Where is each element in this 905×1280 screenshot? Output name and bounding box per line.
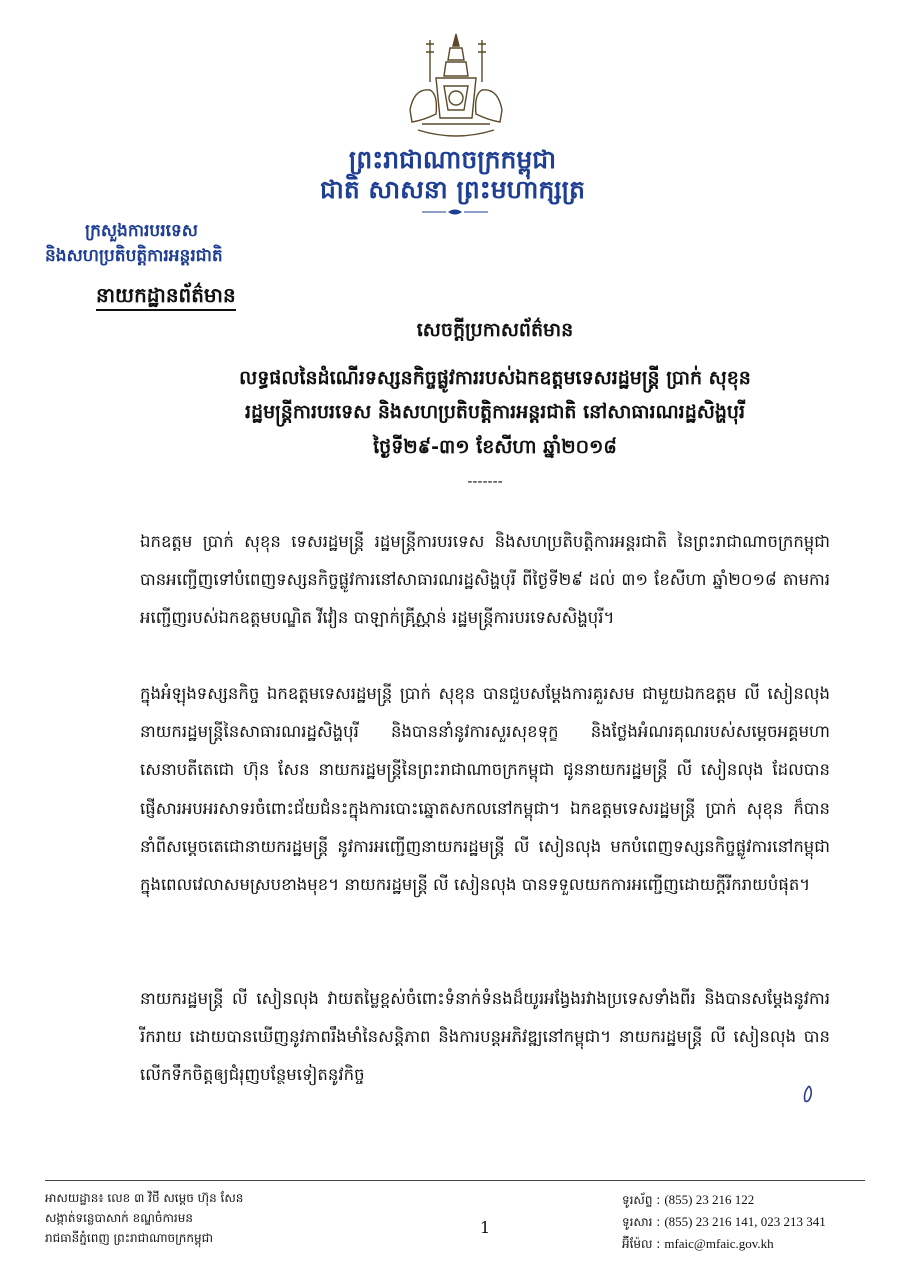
footer-address-line1: អាសយដ្ឋាន៖ លេខ ៣ វិថី សម្តេច ហ៊ុន សែន bbox=[45, 1191, 244, 1205]
paragraph-text: ក្នុងអំឡុងទស្សនកិច្ច ឯកឧត្តមទេសរដ្ឋមន្ត្រី ប្រាក់ សុខុន បានជួបសម្តែងការគួរសម ជាមួយឯកឧត្តម លី សៀនលុង នាយករដ្ឋមន្ត្រីនៃសាធារណរដ្ឋសិង្ហបុរី និងបាននាំនូវការសួរសុខទុក្ខ និងថ្លែងអំណរគុណរបស់សម្តេចអគ្គមហាសេនាបតីតេជោ ហ៊ុន សែន នាយករដ្ឋមន្ត្រីនៃព្រះរាជាណាចក្រកម្ពុជា ជូននាយករដ្ឋមន្ត្រី លី សៀនលុង ដែលបានផ្ញើសារអបអរសាទរចំពោះជ័យជំនះក្នុងការបោះឆ្នោតសកលនៅកម្ពុជា។ ឯកឧត្តមទេសរដ្ឋមន្ត្រី ប្រាក់ សុខុន ក៏បាននាំពីសម្តេចតេជោនាយករដ្ឋមន្ត្រី នូវការអញ្ជើញនាយករដ្ឋមន្ត្រី លី សៀនលុង មកបំពេញទស្សនកិច្ចផ្លូវការនៅកម្ពុជាក្នុងពេលវេលាសមស្របខាងមុខ។ នាយករដ្ឋមន្ត្រី លី សៀនលុង បានទទួលយកការអញ្ជើញដោយក្តីរីករាយបំផុត។ bbox=[140, 684, 830, 895]
ministry-name-line2: និងសហប្រតិបត្តិការអន្តរជាតិ bbox=[45, 246, 223, 266]
ornament-divider-icon bbox=[420, 208, 490, 216]
body-paragraph-2 bbox=[140, 675, 830, 904]
phone-value: (855) 23 216 122 bbox=[664, 1192, 755, 1207]
fax-value: (855) 23 216 141, 023 213 341 bbox=[664, 1214, 826, 1229]
footer-address-line3: រាជធានីភ្នំពេញ ព្រះរាជាណាចក្រកម្ពុជា bbox=[45, 1231, 213, 1245]
document-date: ថ្ងៃទី២៩-៣១ ខែសីហា ឆ្នាំ២០១៨ bbox=[373, 436, 617, 458]
title-separator: ------- bbox=[467, 474, 503, 490]
paragraph-text: ឯកឧត្តម ប្រាក់ សុខុន ទេសរដ្ឋមន្ត្រី រដ្ឋមន្ត្រីការបរទេស និងសហប្រតិបត្តិការអន្តរជាតិ នៃព្រះរាជាណាចក្រកម្ពុជា បានអញ្ជើញទៅបំពេញទស្សនកិច្ចផ្លូវការនៅសាធារណរដ្ឋសិង្ហបុរី ពីថ្ងៃទី២៩ ដល់ ៣១ ខែសីហា ឆ្នាំ២០១៨ តាមការអញ្ជើញរបស់ឯកឧត្តមបណ្ឌិត វីវៀន បាឡាក់គ្រីស្ណាន់ រដ្ឋមន្ត្រីការបរទេសសិង្ហបុរី។ bbox=[140, 532, 830, 628]
document-title: សេចក្តីប្រកាសព័ត៌មាន bbox=[416, 319, 574, 341]
email-link[interactable]: mfaic@mfaic.gov.kh bbox=[664, 1236, 774, 1251]
ministry-name-line1: ក្រសួងការបរទេស bbox=[85, 221, 198, 241]
footer-phone bbox=[622, 1190, 754, 1210]
document-subtitle-line1: លទ្ធផលនៃដំណើរទស្សនកិច្ចផ្លូវការរបស់ឯកឧត្តមទេសរដ្ឋមន្ត្រី ប្រាក់ សុខុន bbox=[239, 367, 751, 389]
national-motto: ជាតិ សាសនា ព្រះមហាក្សត្រ bbox=[320, 175, 585, 204]
email-label: អ៊ីម៉ែល : bbox=[622, 1237, 661, 1251]
phone-label: ទូរស័ព្ទ : bbox=[622, 1193, 661, 1207]
footer-fax bbox=[622, 1212, 826, 1232]
body-paragraph-1 bbox=[140, 523, 830, 638]
footer-divider bbox=[45, 1180, 865, 1181]
footer-email bbox=[622, 1234, 774, 1254]
handwritten-initial-icon bbox=[800, 1083, 814, 1105]
body-paragraph-3 bbox=[140, 980, 830, 1095]
document-subtitle-line2: រដ្ឋមន្ត្រីការបរទេស និងសហប្រតិបត្តិការអន្តរជាតិ នៅសាធារណរដ្ឋសិង្ហបុរី bbox=[244, 401, 745, 423]
page-number: 1 bbox=[480, 1218, 491, 1237]
paragraph-text: នាយករដ្ឋមន្ត្រី លី សៀនលុង វាយតម្លៃខ្ពស់ចំពោះទំនាក់ទំនងដ៏យូរអង្វែងរវាងប្រទេសទាំងពីរ និងបានសម្តែងនូវការរីករាយ ដោយបានឃើញនូវភាពរឹងមាំនៃសន្តិភាព និងការបន្តអភិវឌ្ឍនៅកម្ពុជា។ នាយករដ្ឋមន្ត្រី លី សៀនលុង បានលើកទឹកចិត្តឲ្យជំរុញបន្ថែមទៀតនូវកិច្ច bbox=[140, 989, 830, 1085]
fax-label: ទូរសារ : bbox=[622, 1215, 661, 1229]
royal-arms-emblem-icon bbox=[400, 30, 512, 142]
footer-address-line2: សង្កាត់ទន្លេបាសាក់ ខណ្ឌចំការមន bbox=[45, 1211, 193, 1225]
kingdom-name: ព្រះរាជាណាចក្រកម្ពុជា bbox=[348, 145, 557, 174]
department-name: នាយកដ្ឋានព័ត៌មាន bbox=[96, 282, 236, 311]
